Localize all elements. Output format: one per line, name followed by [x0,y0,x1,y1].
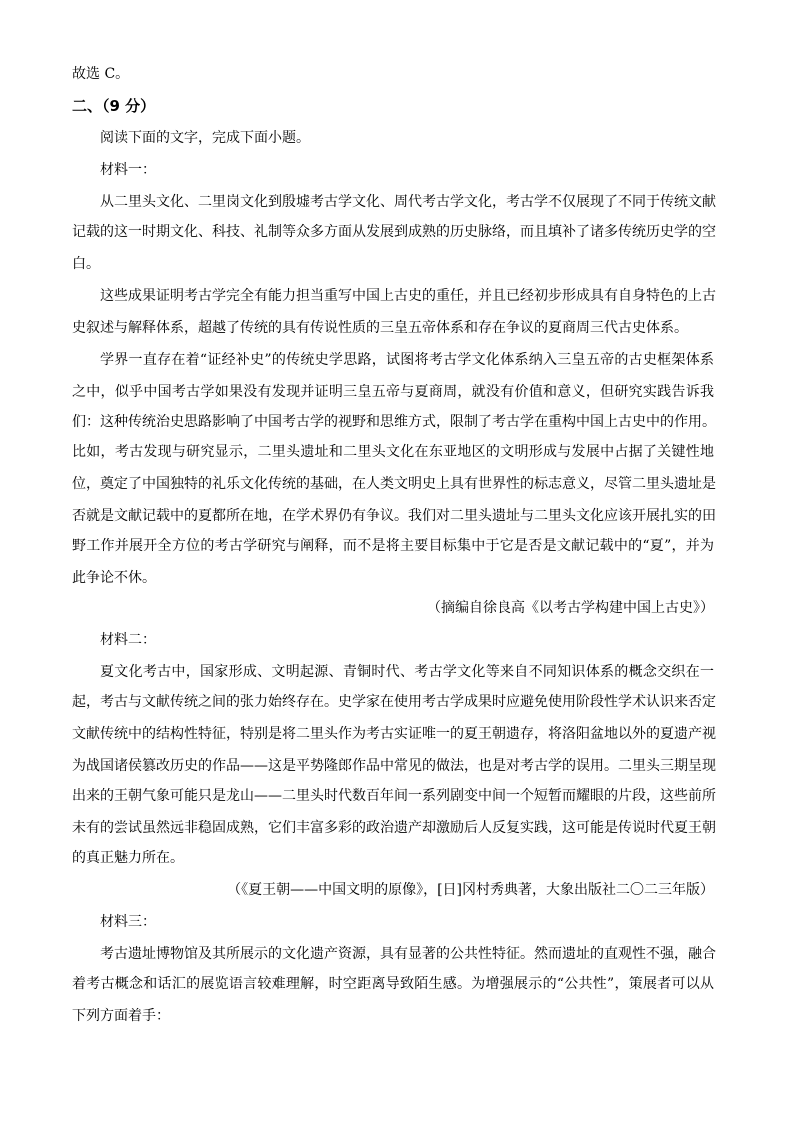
text-line: 比如，考古发现与研究显示，二里头遗址和二里头文化在东亚地区的文明形成与发展中占据了关键性地 [72,444,714,460]
text-line: 为战国诸侯篡改历史的作品——这是平势隆郎作品中常见的做法，也是对考古学的误用。二里头三期呈现 [72,758,716,774]
material2-source: （《夏王朝——中国文明的原像》，[日]冈村秀典著，大象出版社二〇二三年版） [227,882,714,898]
text-line: 从二里头文化、二里岗文化到殷墟考古学文化、周代考古学文化，考古学不仅展现了不同于传统文献 [100,194,716,210]
text-line: 出来的王朝气象可能只是龙山——二里头时代数百年间一系列剧变中间一个短暂而耀眼的片段，这些前所 [72,788,716,804]
text-line: 位，奠定了中国独特的礼乐文化传统的基础，在人类文明史上具有世界性的标志意义，尽管二里头遗址是 [72,476,716,492]
text-line: 考古遗址博物馆及其所展示的文化遗产资源，具有显著的公共性特征。然而遗址的直观性不强，融合 [100,946,716,962]
text-line: 野工作并展开全方位的考古学研究与阐释，而不是将主要目标集中于它是否是文献记载中的“夏”，并为 [72,538,714,554]
text-line: 起，考古与文献传统之间的张力始终存在。史学家在使用考古学成果时应避免使用阶段性学术认识来否定 [72,694,716,710]
material3-label: 材料三： [100,914,156,930]
text-line: 夏文化考古中，国家形成、文明起源、青铜时代、考古学文化等来自不同知识体系的概念交织在一 [100,664,714,680]
text-line: 之中，似乎中国考古学如果没有发现并证明三皇五帝与夏商周，就没有价值和意义，但研究实践告诉我 [72,384,714,400]
text-line: 否就是文献记载中的夏都所在地，在学术界仍有争议。我们对二里头遗址与二里头文化应该开展扎实的田 [72,508,716,524]
answer-conclusion: 故选 C。 [72,66,130,82]
text-line: 文献传统中的结构性特征，特别是将二里头作为考古实证唯一的夏王朝遗存，将洛阳盆地以外的夏遗产视 [72,726,716,742]
material1-label: 材料一： [100,162,156,178]
text-line: 这些成果证明考古学完全有能力担当重写中国上古史的重任，并且已经初步形成具有自身特色的上古 [100,288,716,304]
text-line: 下列方面着手： [72,1008,170,1024]
text-line: 着考古概念和话汇的展览语言较难理解，时空距离导致陌生感。为增强展示的“公共性”，策展者可以从 [72,976,714,992]
text-line: 学界一直存在着“证经补史”的传统史学思路，试图将考古学文化体系纳入三皇五帝的古史框架体系 [100,352,714,368]
reading-instruction: 阅读下面的文字，完成下面小题。 [100,130,310,146]
text-line: 的真正魅力所在。 [72,850,184,866]
material2-label: 材料二： [100,632,156,648]
text-line: 记载的这一时期文化、科技、礼制等众多方面从发展到成熟的历史脉络，而且填补了诸多传统历史学的空 [72,224,716,240]
text-line: 此争论不休。 [72,570,156,586]
text-line: 史叙述与解释体系，超越了传统的具有传说性质的三皇五帝体系和存在争议的夏商周三代古史体系。 [72,320,688,336]
text-line: 们：这种传统治史思路影响了中国考古学的视野和思维方式，限制了考古学在重构中国上古史中的作用。 [72,414,716,430]
text-line: 未有的尝试虽然远非稳固成熟，它们丰富多彩的政治遗产却激励后人反复实践，这可能是传说时代夏王朝 [72,820,716,836]
material1-source: （摘编自徐良高《以考古学构建中国上古史》） [427,600,714,616]
section-heading: 二、（9 分） [72,97,156,115]
text-line: 白。 [72,256,100,272]
